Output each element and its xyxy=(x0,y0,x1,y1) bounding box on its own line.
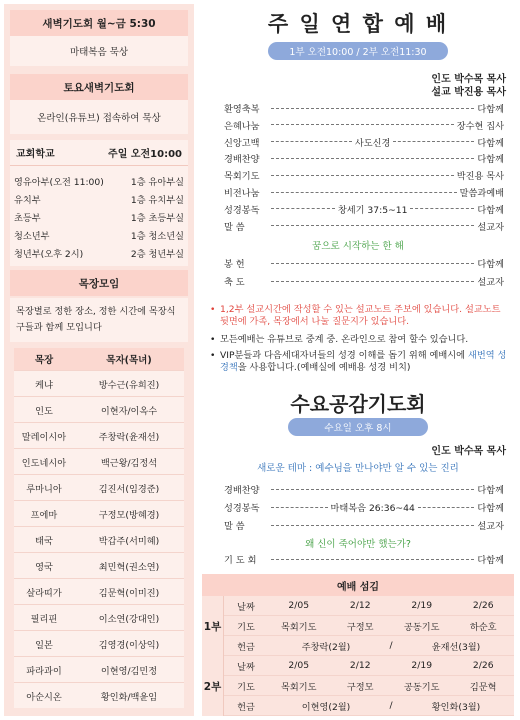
wednesday-theme: 새로운 테마 : 예수님을 만나야만 알 수 있는 진리 xyxy=(257,463,459,474)
order-line: 말 씀 설교자 xyxy=(224,221,504,233)
mokjang-row: 일본 김영경(이상익) xyxy=(14,630,184,656)
order-line: 성경봉독 마태복음 26:36~44 다함께 xyxy=(224,503,504,514)
left-column xyxy=(4,4,194,716)
service-prayer-row: 기도 목회기도 구정모 공동기도 하순호 xyxy=(224,616,514,636)
service-offering-row: 헌금 주창락(2월) / 윤재선(3월) xyxy=(224,636,514,656)
mokjang-row: 인도 이현자/이옥수 xyxy=(14,396,184,422)
order-line: 봉 헌 다함께 xyxy=(224,259,504,270)
mokjang-row: 프에마 구정모(방혜경) xyxy=(14,500,184,526)
service-date-row: 날짜 2/05 2/12 2/19 2/26 xyxy=(224,596,514,616)
order-line: 경배찬양 다함께 xyxy=(224,154,504,166)
saturday-prayer-body: 온라인(유튜브) 접속하여 묵상 xyxy=(10,100,188,134)
mokjang-row: 태국 박갑주(서미혜) xyxy=(14,526,184,552)
saturday-prayer-title: 토요새벽기도회 xyxy=(10,74,188,100)
wednesday-preacher: 인도 박수목 목사 xyxy=(431,446,506,457)
school-row: 영유아부(오전 11:00) 1층 유아부실 xyxy=(14,177,184,188)
school-row: 초등부 1층 초등부실 xyxy=(14,213,184,224)
order-line: 축 도 설교자 xyxy=(224,277,504,288)
right-column xyxy=(200,0,516,720)
mokjang-row: 케냐 방수근(유희진) xyxy=(14,370,184,396)
service-offering-row: 헌금 이현영(2월) / 황인화(3월) xyxy=(224,696,514,716)
church-school-header xyxy=(10,140,188,166)
church-school-list xyxy=(10,166,188,266)
dawn-prayer-title: 새벽기도회 월~금 5:30 xyxy=(10,10,188,36)
service-group: 1부 날짜 2/05 2/12 2/19 2/26 기도 목회기도 구정모 공동기도 하순호 헌금 주창락(2월) / 윤재선(3월) xyxy=(202,596,514,656)
sunday-preacher-lead: 인도 박수목 목사 xyxy=(431,74,506,85)
order-line: 경배찬양 다함께 xyxy=(224,485,504,496)
note-sermon: • 1,2부 설교시간에 작성할 수 있는 설교노트 주보에 있습니다. 설교노트 뒷면에 가족, 목장에서 나눌 질문지가 있습니다. xyxy=(210,304,501,327)
order-line: 신앙고백 사도신경 다함께 xyxy=(224,137,504,149)
order-line: 비전나눔 말씀과예배 xyxy=(224,188,504,199)
mokjang-row: 루마니아 김진서(임경준) xyxy=(14,474,184,500)
service-group: 2부 날짜 2/05 2/12 2/19 2/26 기도 목회기도 구정모 공동기도 김문혁 헌금 이현영(2월) / 황인화(3월) xyxy=(202,656,514,716)
mokjang-row: 살라띠가 김문혁(이미진) xyxy=(14,578,184,604)
note-youtube: • 모든예배는 유튜브로 중계 중. 온라인으로 참여 할수 있습니다. xyxy=(210,334,469,345)
mokjang-table-header: 목장 목자(목녀) xyxy=(14,348,184,370)
order-line: 목회기도 박진용 목사 xyxy=(224,171,504,183)
wednesday-time: 수요일 오후 8시 xyxy=(288,418,428,436)
mokjang-desc: 목장별로 정한 장소, 정한 시간에 목장식구들과 함께 모입니다 xyxy=(10,298,188,342)
mokjang-row: 말레이시아 주창락(윤재선) xyxy=(14,422,184,448)
service-date-row: 날짜 2/05 2/12 2/19 2/26 xyxy=(224,656,514,676)
school-row: 청년부(오후 2시) 2층 청년부실 xyxy=(14,249,184,260)
order-line: 환영축복 다함께 xyxy=(224,104,504,115)
wednesday-sermon-title: 왜 신이 죽어야만 했는가? xyxy=(305,539,411,550)
school-row: 청소년부 1층 청소년실 xyxy=(14,231,184,242)
mokjang-table xyxy=(14,348,184,708)
mokjang-row: 아순시온 황인화/백윤임 xyxy=(14,682,184,708)
order-line: 은혜나눔 장수현 집사 xyxy=(224,120,504,132)
mokjang-row: 영국 최민혁(권소연) xyxy=(14,552,184,578)
order-line: 성경봉독 창세기 37:5~11 다함께 xyxy=(224,204,504,216)
note-bible: • VIP분들과 다음세대자녀들의 성경 이해를 돕기 위해 예배시에 새번역 성경책을 사용합니다.(예배실에 예배용 성경 비치) xyxy=(210,350,507,373)
order-line: 기 도 회 다함께 xyxy=(224,555,504,566)
service-prayer-row: 기도 목회기도 구정모 공동기도 김문혁 xyxy=(224,676,514,696)
sunday-sermon-title: 꿈으로 시작하는 한 해 xyxy=(312,241,404,252)
mokjang-row: 파라과이 이현영/김민정 xyxy=(14,656,184,682)
dawn-prayer-body: 마태복음 묵상 xyxy=(10,36,188,66)
service-table-title: 예배 섬김 xyxy=(202,574,514,596)
wednesday-title: 수요공감기도회 xyxy=(290,392,426,416)
mokjang-title: 목장모임 xyxy=(10,270,188,296)
order-line: 말 씀 설교자 xyxy=(224,521,504,532)
service-table xyxy=(202,574,514,716)
sunday-preacher-sermon: 설교 박진용 목사 xyxy=(431,87,506,98)
church-school-time: 주일 오전10:00 xyxy=(108,149,182,160)
mokjang-row: 인도네시아 백근왕/김정석 xyxy=(14,448,184,474)
mokjang-row: 필리핀 이소연(강대인) xyxy=(14,604,184,630)
school-row: 유치부 1층 유치부실 xyxy=(14,195,184,206)
church-school-title: 교회학교 xyxy=(16,149,55,160)
sunday-times: 1부 오전10:00 / 2부 오전11:30 xyxy=(268,42,448,60)
sunday-title: 주 일 연 합 예 배 xyxy=(267,12,449,36)
